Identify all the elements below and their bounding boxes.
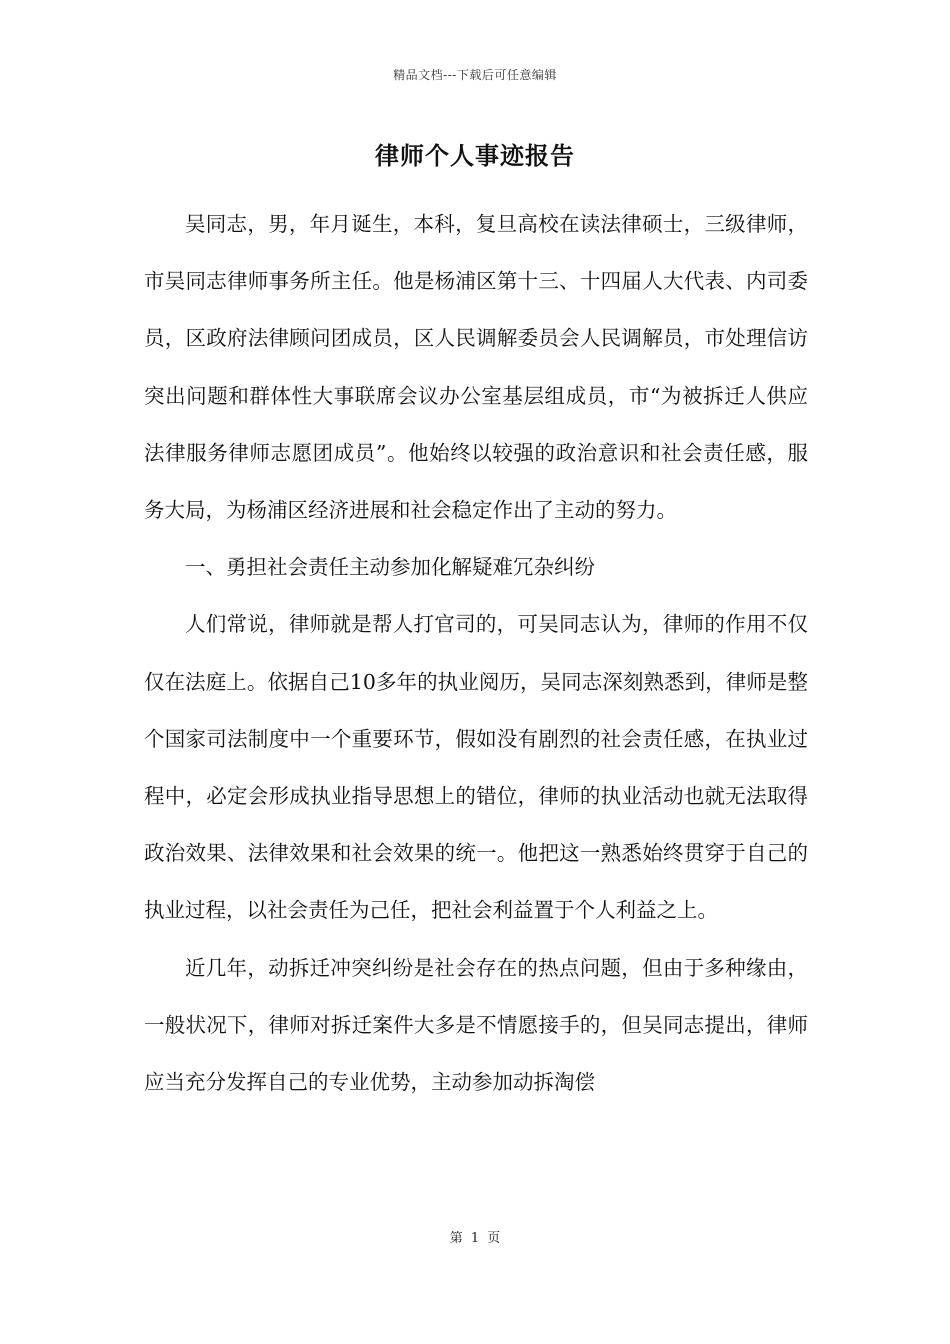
- paragraph-intro: 吴同志，男，年月诞生，本科，复旦高校在读法律硕士，三级律师，市吴同志律师事务所主任。他是杨浦区第十三、十四届人大代表、内司委员，区政府法律顾问团成员，区人民调解委员会人民调解员，市处理信访突出问题和群体性大事联席会议办公室基层组成员，市“为被拆迁人供应法律服务律师志愿团成员”。他始终以较强的政治意识和社会责任感，服务大局，为杨浦区经济进展和社会稳定作出了主动的努力。: [144, 212, 808, 523]
- paragraph-lawyer-role: 人们常说，律师就是帮人打官司的，可吴同志认为，律师的作用不仅仅在法庭上。依据自己10多年的执业阅历，吴同志深刻熟悉到，律师是整个国家司法制度中一个重要环节，假如没有剧烈的社会责任感，在执业过程中，必定会形成执业指导思想上的错位，律师的执业活动也就无法取得政治效果、法律效果和社会效果的统一。他把这一熟悉始终贯穿于自己的执业过程，以社会责任为己任，把社会利益置于个人利益之上。: [144, 612, 808, 923]
- document-body: [144, 196, 808, 1111]
- header-note: 精品文档---下载后可任意编辑: [393, 68, 557, 82]
- document-title: 律师个人事迹报告: [375, 141, 575, 170]
- section-heading: 一、勇担社会责任主动参加化解疑难冗杂纠纷: [185, 555, 595, 580]
- paragraph-demolition: 近几年，动拆迁冲突纠纷是社会存在的热点问题，但由于多种缘由，一般状况下，律师对拆迁案件大多是不情愿接手的，但吴同志提出，律师应当充分发挥自己的专业优势，主动参加动拆淘偿: [144, 955, 808, 1095]
- page-number: 第 1 页: [449, 1231, 501, 1246]
